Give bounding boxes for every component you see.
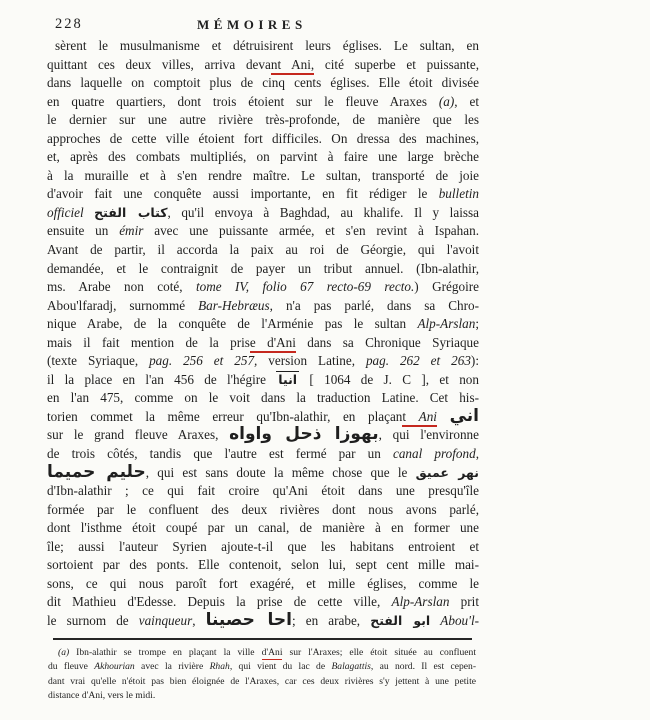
text-segment: , qu'il envoya à Baghdad, au khalife. Il y laissa: [167, 204, 479, 220]
text-segment: pag. 262 et 263: [365, 353, 471, 369]
body-line: [47, 538, 479, 557]
text-segment: ms. Arabe non coté,: [47, 279, 196, 295]
text-segment: (a): [58, 647, 70, 658]
text-segment: le surnom de: [47, 612, 139, 628]
text-segment: ):: [470, 353, 479, 369]
text-segment: Bar-Hebræus: [198, 297, 270, 313]
arabic-text: اني: [449, 405, 479, 426]
body-line: [47, 222, 479, 241]
text-segment: à la muraille et à s'en rendre maître. Le sultan, transporté de joie: [47, 167, 479, 183]
body-line: [47, 297, 479, 316]
text-segment: de trois côtés, tandis que l'autre est fermé par un: [47, 446, 393, 462]
text-segment: canal profond: [392, 446, 476, 462]
body-line: [47, 482, 479, 501]
text-segment: dit Mathieu d'Edesse. Depuis la prise de cette ville,: [47, 594, 392, 610]
text-segment: (a): [438, 93, 455, 109]
text-segment: Alp-Arslan: [417, 316, 476, 332]
text-segment: vainqueur: [138, 612, 193, 628]
text-segment: Abou'l-: [440, 612, 480, 628]
text-segment: émir: [119, 223, 144, 239]
body-line: [47, 260, 479, 279]
text-segment: sons, ce qui nous paroît fort exagéré, et mille églises, comme le: [47, 575, 479, 591]
body-line: [47, 501, 479, 520]
body-line: [47, 461, 479, 483]
text-segment: demandée, et le contraignit de payer un tribut annuel. (Ibn-alathir,: [47, 260, 479, 276]
text-segment: sur le grand fleuve Araxes,: [47, 427, 230, 443]
body-line: [47, 74, 479, 93]
text-segment: en l'an 475, comme on le voit dans la traduction Latine. Cet his-: [47, 390, 479, 406]
body-line: [47, 56, 479, 75]
body-line: [47, 241, 479, 260]
text-segment: Avant de partir, il accorda la paix au roi de Géorgie, qui l'avoit: [47, 242, 479, 258]
text-segment: dans sa Chronique Syriaque: [295, 334, 479, 350]
text-segment: , qui l'environne: [378, 427, 479, 443]
text-segment: (texte Syriaque,: [47, 353, 150, 369]
text-segment: sèrent le musulmanisme et détruisirent leurs églises. Le sultan, en: [55, 38, 479, 53]
text-segment: prit: [449, 594, 479, 610]
text-segment: distance d'Ani, vers le midi.: [48, 690, 156, 702]
text-segment: il la place en l'an 456 de l'hégire: [47, 371, 277, 387]
body-line: [47, 204, 479, 223]
arabic-text: ابو الفتح: [370, 612, 431, 628]
text-segment: île; aussi l'auteur Syrien ajoute-t-il que les habitans entroient et: [47, 538, 479, 554]
text-segment: ) Grégoire: [414, 279, 479, 295]
text-segment: nique Arabe, de la conquête de l'Arménie pas le sultan: [47, 316, 418, 332]
body-line: [47, 426, 479, 445]
arabic-text: بهوزا ذحل واواه: [229, 424, 379, 445]
body-line: [47, 575, 479, 594]
footnote-line: [48, 675, 476, 689]
body-line: [47, 334, 479, 353]
red-underline-annotation: e d'Ani: [250, 335, 296, 353]
text-segment: bulletin: [438, 186, 479, 202]
text-segment: cité superbe et puissante,: [314, 56, 479, 72]
arabic-text: احا حصينا: [205, 609, 293, 630]
text-segment: [ 1064 de J. C ], et non: [299, 371, 479, 387]
arabic-text: حليم حميما: [47, 461, 146, 482]
text-segment: , au nord. Il est cepen-: [370, 661, 477, 673]
text-segment: Abou'lfaradj, surnommé: [47, 297, 199, 313]
text-segment: officiel: [47, 204, 95, 220]
text-segment: approches de cette ville étoient fort difficiles. On dressa des machines,: [47, 130, 479, 146]
body-line: [47, 93, 479, 112]
text-segment: avec la rivière: [134, 661, 210, 673]
body-line: [47, 519, 479, 538]
body-line: [47, 130, 479, 149]
red-underline-annotation: t: [402, 409, 418, 427]
text-segment: , qui est sans doute la même chose que le: [145, 464, 416, 480]
text-segment: dont l'isthme étoit coupé par un canal, de manière à en former une: [47, 520, 479, 536]
red-underline-annotation: Ani: [419, 409, 437, 427]
text-segment: et, après des combats multipliés, on parvint à faire une large brèche: [47, 149, 479, 165]
body-line: [47, 315, 479, 334]
text-segment: ensuite un: [47, 223, 120, 239]
text-segment: Ibn-alathir se trompe en plaçant la ville: [69, 647, 262, 658]
text-segment: [437, 409, 450, 424]
text-segment: , qui vient du lac de: [229, 661, 332, 673]
text-segment: torien commet la même erreur qu'Ibn-alathir, en plaçan: [47, 408, 403, 424]
text-segment: Rhah: [209, 661, 230, 673]
body-line: [47, 556, 479, 575]
body-text: [47, 37, 479, 631]
text-segment: version Latine,: [257, 353, 366, 369]
body-line: [47, 111, 479, 130]
arabic-text: انيا: [278, 371, 298, 387]
page-header: [47, 16, 479, 36]
red-underline-annotation: d'Ani: [261, 647, 283, 658]
text-segment: sur l'Araxes; elle étoit située au confluent: [282, 647, 476, 658]
text-segment: pag. 256 et 257,: [149, 353, 258, 369]
body-line: [47, 371, 479, 390]
footnote-line: [48, 646, 476, 660]
body-line: [47, 185, 479, 204]
page-number: 228: [55, 16, 83, 32]
body-line: [47, 389, 479, 408]
footnote-rule: [53, 638, 472, 640]
text-segment: Alp-Arslan: [391, 594, 450, 610]
text-segment: ,: [475, 446, 479, 462]
text-segment: ,: [192, 612, 206, 628]
text-segment: d'avoir fait une conquête aussi importante, en fit rédiger le: [47, 186, 439, 202]
text-segment: sortoient par des ponts. Elle contenoit, selon lui, sept cent mille mai-: [47, 557, 479, 573]
arabic-text: نهر عميق: [415, 464, 479, 480]
footnote-line: [48, 660, 476, 674]
text-segment: dans laquelle on comptoit plus de cinq cents églises. Elle étoit divisée: [47, 75, 479, 91]
text-segment: ; en arabe,: [292, 612, 371, 628]
text-segment: quittant ces deux villes, arriva deva: [47, 56, 271, 72]
body-line: [47, 167, 479, 186]
text-segment: formée par le confluent des deux rivières dont nous avons parlé,: [47, 501, 479, 517]
text-segment: ;: [475, 316, 479, 332]
text-segment: , et: [454, 93, 479, 109]
text-segment: mais il fait mention de la pris: [47, 334, 250, 350]
text-segment: tome IV, folio 67 recto-69 recto.: [195, 279, 415, 295]
text-segment: dant vrai qu'elle n'étoit pas bien éloignée de l'Araxes, car ces deux rivières s'y jettent à une petite: [48, 675, 476, 687]
body-line: [47, 352, 479, 371]
body-line: [47, 609, 480, 631]
red-underline-annotation: nt Ani,: [271, 57, 314, 75]
running-title: MÉMOIRES: [197, 17, 307, 32]
body-line: [47, 148, 479, 167]
text-segment: Balagattis: [331, 661, 371, 673]
arabic-text: كتاب الفتح: [94, 204, 168, 220]
body-line: [47, 37, 479, 56]
text-segment: du fleuve: [48, 661, 95, 673]
text-segment: en quatre quartiers, dont trois étoient sur le fleuve Araxes: [47, 93, 439, 109]
text-segment: , n'a pas parlé, dans sa Chro-: [269, 297, 479, 313]
body-line: [47, 278, 479, 297]
text-segment: [430, 613, 440, 628]
text-segment: le dernier sur une autre rivière très-profonde, de manière que les: [47, 112, 479, 128]
footnote: [48, 646, 476, 704]
text-segment: avec une puissante armée, et s'en revint à Ispahan.: [143, 223, 479, 239]
text-segment: Akhourian: [94, 661, 135, 673]
text-segment: d'Ibn-alathir ; ce qui fait croire qu'Ani étoit dans une presqu'île: [47, 483, 479, 499]
footnote-line: [48, 689, 476, 703]
